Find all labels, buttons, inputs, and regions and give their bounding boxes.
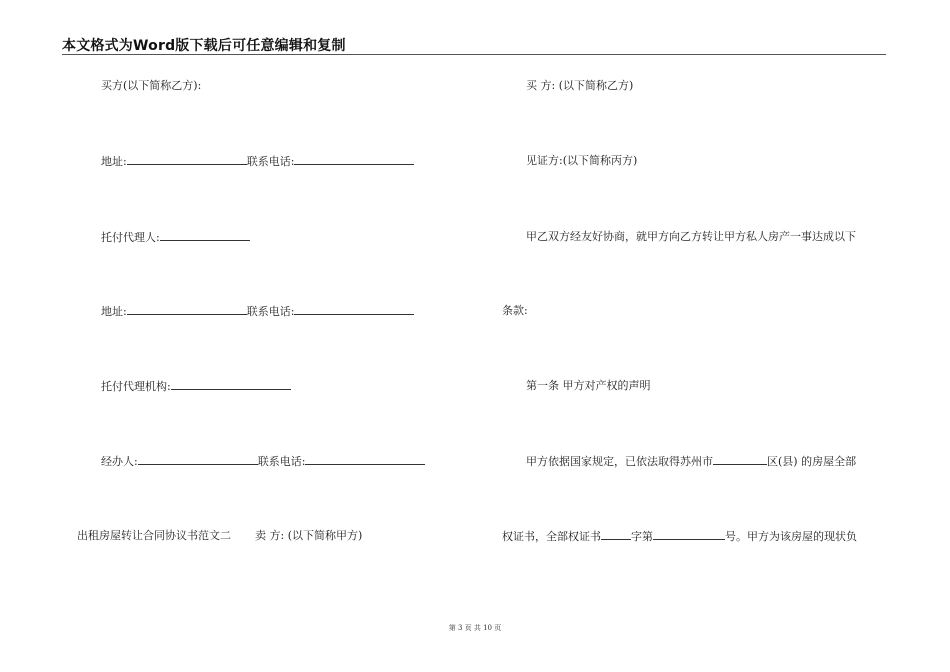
handler-blank [138, 454, 258, 465]
agent-blank [160, 230, 250, 241]
agent-label: 托付代理人: [101, 231, 160, 244]
left-agent-line [101, 230, 250, 245]
address-label: 地址: [101, 305, 127, 318]
address-label: 地址: [101, 155, 127, 168]
left-address-line-1 [101, 154, 414, 169]
right-witness-line: 见证方:(以下简称丙方) [526, 154, 638, 167]
phone-blank [294, 154, 414, 165]
certificate-text-b: 字第 [631, 530, 653, 543]
page-footer [0, 623, 950, 633]
seller-label: 卖 方: (以下简称甲方) [255, 529, 363, 542]
declaration-text-b: 区(县) 的房屋全部 [767, 455, 857, 468]
doc-title: 出租房屋转让合同协议书范文二 [77, 529, 231, 542]
left-handler-line [101, 454, 425, 469]
phone-label: 联系电话: [257, 455, 306, 468]
certificate-text-a: 权证书，全部权证书 [502, 530, 601, 543]
agency-label: 托付代理机构: [101, 380, 171, 393]
cert-number-blank [653, 529, 725, 540]
left-address-line-2 [101, 304, 414, 319]
right-declaration-line [526, 454, 856, 469]
phone-blank [294, 304, 414, 315]
right-intro-line: 甲乙双方经友好协商，就甲方向乙方转让甲方私人房产一事达成以下 [526, 230, 856, 243]
left-buyer-line: 买方(以下简称乙方): [101, 79, 202, 92]
right-article1-line: 第一条 甲方对产权的声明 [526, 379, 651, 392]
page-header [62, 34, 886, 55]
left-agency-line [101, 379, 291, 394]
page-number: 第 3 页 共 10 页 [448, 624, 502, 632]
agency-blank [171, 379, 291, 390]
right-terms-line: 条款: [502, 304, 528, 317]
district-blank [713, 454, 767, 465]
phone-blank [305, 454, 425, 465]
address-blank [127, 154, 247, 165]
cert-prefix-blank [601, 529, 631, 540]
header-title: 本文格式为Word版下载后可任意编辑和复制 [62, 38, 346, 54]
right-certificate-line [502, 529, 857, 544]
address-blank [127, 304, 247, 315]
right-buyer-line: 买 方: (以下简称乙方) [526, 79, 634, 92]
declaration-text-a: 甲方依据国家规定，已依法取得苏州市 [526, 455, 713, 468]
phone-label: 联系电话: [246, 155, 295, 168]
handler-label: 经办人: [101, 455, 138, 468]
left-title-line [77, 529, 362, 543]
certificate-text-c: 号。甲方为该房屋的现状负 [725, 530, 857, 543]
phone-label: 联系电话: [246, 305, 295, 318]
